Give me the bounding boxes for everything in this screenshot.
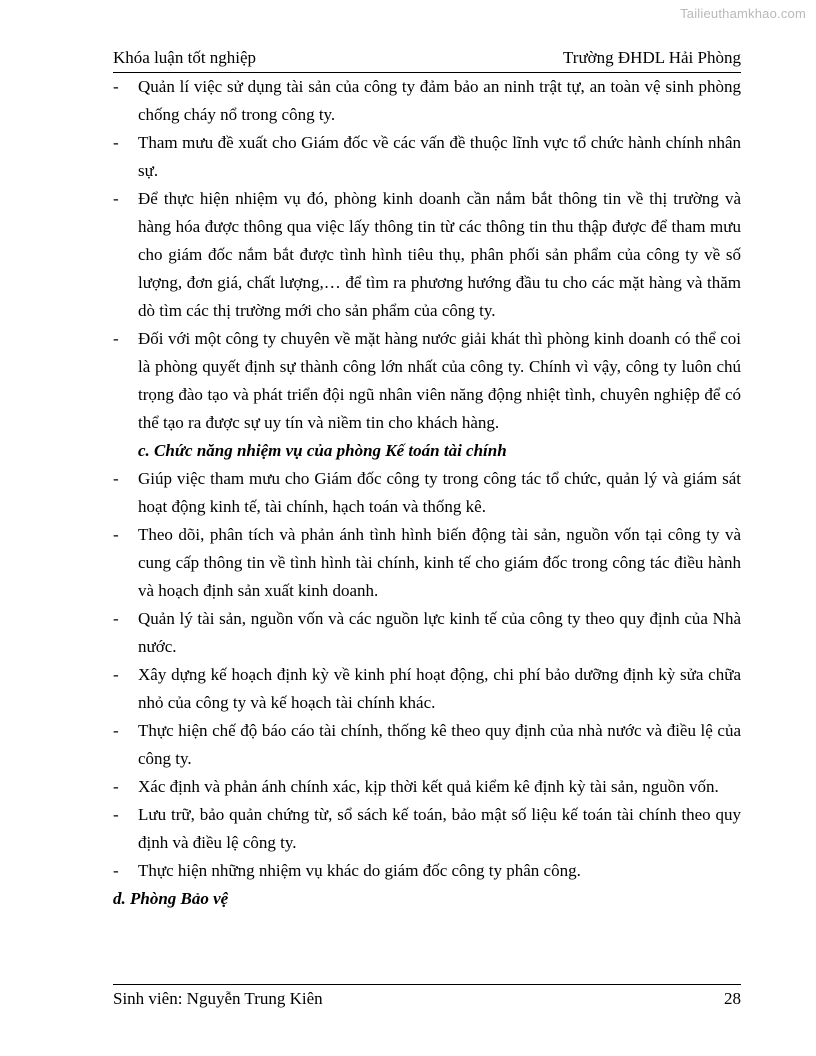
bullet-dash: - — [113, 525, 119, 544]
list-item — [113, 185, 741, 325]
bullet-dash: - — [113, 469, 119, 488]
section-heading-accounting: c. Chức năng nhiệm vụ của phòng Kế toán tài chính — [138, 441, 507, 460]
list-item — [113, 73, 741, 129]
list-item — [113, 661, 741, 717]
bullet-dash: - — [113, 665, 119, 684]
list-item — [113, 129, 741, 185]
list-item-text: Lưu trữ, bảo quản chứng từ, sổ sách kế toán, bảo mật số liệu kế toán tài chính theo quy định và điều lệ công ty. — [138, 805, 741, 852]
bullet-dash: - — [113, 609, 119, 628]
header-thesis-title: Khóa luận tốt nghiệp — [113, 48, 257, 67]
page-footer — [113, 984, 741, 1011]
list-item-text: Đối với một công ty chuyên về mặt hàng nước giải khát thì phòng kinh doanh có thể coi là phòng quyết định sự thành công lớn nhất của công ty. Chính vì vậy, công ty luôn chú trọng đào tạo và phát triển đội ngũ nhân viên năng động nhiệt tình, chuyên nghiệp để có thể tạo ra được sự uy tín và niềm tin cho khách hàng. — [138, 329, 741, 432]
list-item-text: Thực hiện những nhiệm vụ khác do giám đốc công ty phân công. — [138, 861, 581, 880]
list-item — [113, 857, 741, 885]
list-item-text: Xây dựng kế hoạch định kỳ về kinh phí hoạt động, chi phí bảo dưỡng định kỳ sửa chữa nhỏ của công ty và kế hoạch tài chính khác. — [138, 665, 741, 712]
page-header — [113, 48, 741, 73]
list-item — [113, 325, 741, 437]
bullet-dash: - — [113, 805, 119, 824]
bullet-dash: - — [113, 77, 119, 96]
bullet-dash: - — [113, 189, 119, 208]
bullet-dash: - — [113, 777, 119, 796]
list-item — [113, 465, 741, 521]
list-item-text: Quản lí việc sử dụng tài sản của công ty đảm bảo an ninh trật tự, an toàn vệ sinh phòng chống cháy nổ trong công ty. — [138, 77, 741, 124]
list-item-text: Tham mưu đề xuất cho Giám đốc về các vấn đề thuộc lĩnh vực tổ chức hành chính nhân sự. — [138, 133, 741, 180]
list-item — [113, 521, 741, 605]
list-item — [113, 773, 741, 801]
bullet-dash: - — [113, 329, 119, 348]
list-item-text: Để thực hiện nhiệm vụ đó, phòng kinh doanh cần nắm bắt thông tin về thị trường và hàng hóa được thông qua việc lấy thông tin từ các thông tin thu thập được để tham mưu cho giám đốc nắm bắt được tình hình tiêu thụ, phân phối sản phẩm của công ty về số lượng, đơn giá, chất lượng,… để tìm ra phương hướng đầu tu cho các mặt hàng và thăm dò tìm các thị trường mới cho sản phẩm của công ty. — [138, 189, 741, 320]
bullet-dash: - — [113, 861, 119, 880]
list-item-text: Giúp việc tham mưu cho Giám đốc công ty trong công tác tổ chức, quản lý và giám sát hoạt động kinh tế, tài chính, hạch toán và thống kê. — [138, 469, 741, 516]
page-number: 28 — [724, 989, 741, 1008]
document-body — [113, 73, 741, 913]
list-item — [113, 801, 741, 857]
list-item — [113, 605, 741, 661]
list-item-text: Quản lý tài sản, nguồn vốn và các nguồn lực kinh tế của công ty theo quy định của Nhà nước. — [138, 609, 741, 656]
bullet-dash: - — [113, 133, 119, 152]
watermark-text: Tailieuthamkhao.com — [680, 6, 806, 21]
list-item — [113, 717, 741, 773]
section-heading-security: d. Phòng Bảo vệ — [113, 889, 229, 908]
list-item-text: Xác định và phản ánh chính xác, kịp thời kết quả kiểm kê định kỳ tài sản, nguồn vốn. — [138, 777, 719, 796]
bullet-dash: - — [113, 721, 119, 740]
list-item-text: Thực hiện chế độ báo cáo tài chính, thống kê theo quy định của nhà nước và điều lệ của công ty. — [138, 721, 741, 768]
footer-student-name: Sinh viên: Nguyễn Trung Kiên — [113, 989, 323, 1008]
header-university: Trường ĐHDL Hải Phòng — [563, 48, 741, 67]
list-item-text: Theo dõi, phân tích và phản ánh tình hình biến động tài sản, nguồn vốn tại công ty và cung cấp thông tin về tình hình tài chính, kinh tế cho giám đốc trong công tác điều hành và hoạch định sản xuất kinh doanh. — [138, 525, 741, 600]
